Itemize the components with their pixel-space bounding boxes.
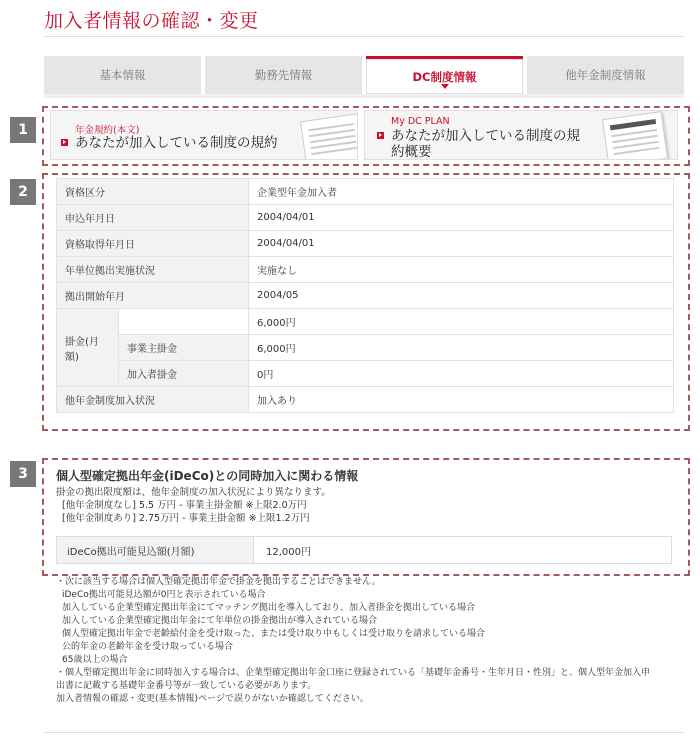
row-label: 資格取得年月日 [57, 231, 249, 257]
member-contribution-label: 加入者掛金 [119, 361, 249, 387]
tab-bar-underline [44, 94, 684, 98]
row-label: 年単位拠出実施状況 [57, 257, 249, 283]
ideco-description: 掛金の拠出限度額は、他年金制度の加入状況により異なります。 [56, 487, 331, 498]
doc-subtitle: My DC PLAN [391, 116, 450, 127]
section-number-1: 1 [10, 117, 36, 143]
document-thumbnail-icon [300, 113, 358, 160]
title-divider [44, 36, 684, 37]
table-row [57, 309, 674, 335]
table-row [57, 257, 674, 283]
row-value: 2004/04/01 [249, 231, 674, 257]
bottom-divider [44, 732, 684, 733]
tab-bar [44, 56, 684, 94]
table-row [57, 387, 674, 413]
note-line: iDeCo拠出可能見込額が0円と表示されている場合 [62, 590, 266, 600]
note-line: 加入者情報の確認・変更(基本情報)ページで誤りがないか確認してください。 [56, 694, 369, 704]
table-row [57, 283, 674, 309]
tab-label: 他年金制度情報 [565, 68, 646, 82]
row-label: 他年金制度加入状況 [57, 387, 249, 413]
arrow-bullet-icon [61, 139, 68, 146]
ideco-limit-label: iDeCo拠出可能見込額(月額) [57, 537, 254, 563]
tab-label: 勤務先情報 [254, 68, 313, 82]
tab-label: 基本情報 [99, 68, 146, 82]
section-number-2: 2 [10, 179, 36, 205]
employer-contribution-label: 事業主掛金 [119, 335, 249, 361]
doc-link-plan-summary[interactable] [364, 110, 678, 160]
doc-link-plan-rules[interactable] [50, 110, 358, 160]
section-number-3: 3 [10, 461, 36, 487]
arrow-bullet-icon [377, 132, 384, 139]
member-contribution-value: 0円 [249, 361, 674, 387]
ideco-rule-no-pension: [他年金制度なし] 5.5 万円 - 事業主掛金額 ※上限2.0万円 [62, 500, 307, 511]
table-row [57, 361, 674, 387]
row-label: 申込年月日 [57, 205, 249, 231]
contribution-label: 掛金(月額) [57, 309, 119, 387]
row-value: 2004/05 [249, 283, 674, 309]
row-value: 2004/04/01 [249, 205, 674, 231]
page-title: 加入者情報の確認・変更 [44, 10, 259, 32]
tab-employer-info[interactable] [205, 56, 362, 94]
caret-down-icon [441, 84, 449, 89]
ideco-notes [56, 576, 684, 706]
ideco-limit-value: 12,000円 [266, 546, 311, 558]
brochure-thumbnail-icon [602, 111, 668, 160]
tab-label: DC制度情報 [412, 69, 477, 84]
note-line: 加入している企業型確定拠出年金にて年単位の掛金拠出が導入されている場合 [62, 616, 378, 626]
tab-basic-info[interactable] [44, 56, 201, 94]
note-line: 加入している企業型確定拠出年金にてマッチング拠出を導入しており、加入者掛金を拠出している場合 [62, 603, 476, 613]
doc-title: あなたが加入している制度の規約概要 [391, 128, 580, 160]
row-value: 加入あり [249, 387, 674, 413]
dc-plan-info-table [56, 178, 674, 413]
employer-contribution-value: 6,000円 [249, 335, 674, 361]
note-line: 個人型確定拠出年金で老齢給付金を受け取った、または受け取り中もしくは受け取りを請求している場合 [62, 629, 486, 639]
ideco-section-title: 個人型確定拠出年金(iDeCo)との同時加入に関わる情報 [56, 469, 359, 483]
note-line: ・次に該当する場合は個人型確定拠出年金で掛金を拠出することはできません。 [56, 577, 381, 587]
table-row [57, 179, 674, 205]
doc-title: あなたが加入している制度の規約 [75, 135, 278, 151]
ideco-rule-with-pension: [他年金制度あり] 2.75万円 - 事業主掛金額 ※上限1.2万円 [62, 513, 310, 524]
table-row [57, 335, 674, 361]
ideco-limit-box [56, 536, 672, 564]
note-line: 出書に記載する基礎年金番号等が一致している必要があります。 [56, 681, 317, 691]
row-value: 実施なし [249, 257, 674, 283]
row-label: 拠出開始年月 [57, 283, 249, 309]
doc-subtitle: 年金規約(本文) [75, 125, 140, 136]
empty-cell [119, 309, 249, 335]
row-value: 企業型年金加入者 [249, 179, 674, 205]
row-label: 資格区分 [57, 179, 249, 205]
table-row [57, 205, 674, 231]
contribution-total: 6,000円 [249, 309, 674, 335]
note-line: 65歳以上の場合 [62, 655, 128, 665]
table-row [57, 231, 674, 257]
tab-dc-plan-info[interactable] [366, 56, 523, 94]
note-line: 公的年金の老齢年金を受け取っている場合 [62, 642, 234, 652]
tab-other-pension-info[interactable] [527, 56, 684, 94]
note-line: ・個人型確定拠出年金に同時加入する場合は、企業型確定拠出年金口座に登録されている「基礎年金番号・生年月日・性別」と、個人型年金加入申 [56, 668, 651, 678]
